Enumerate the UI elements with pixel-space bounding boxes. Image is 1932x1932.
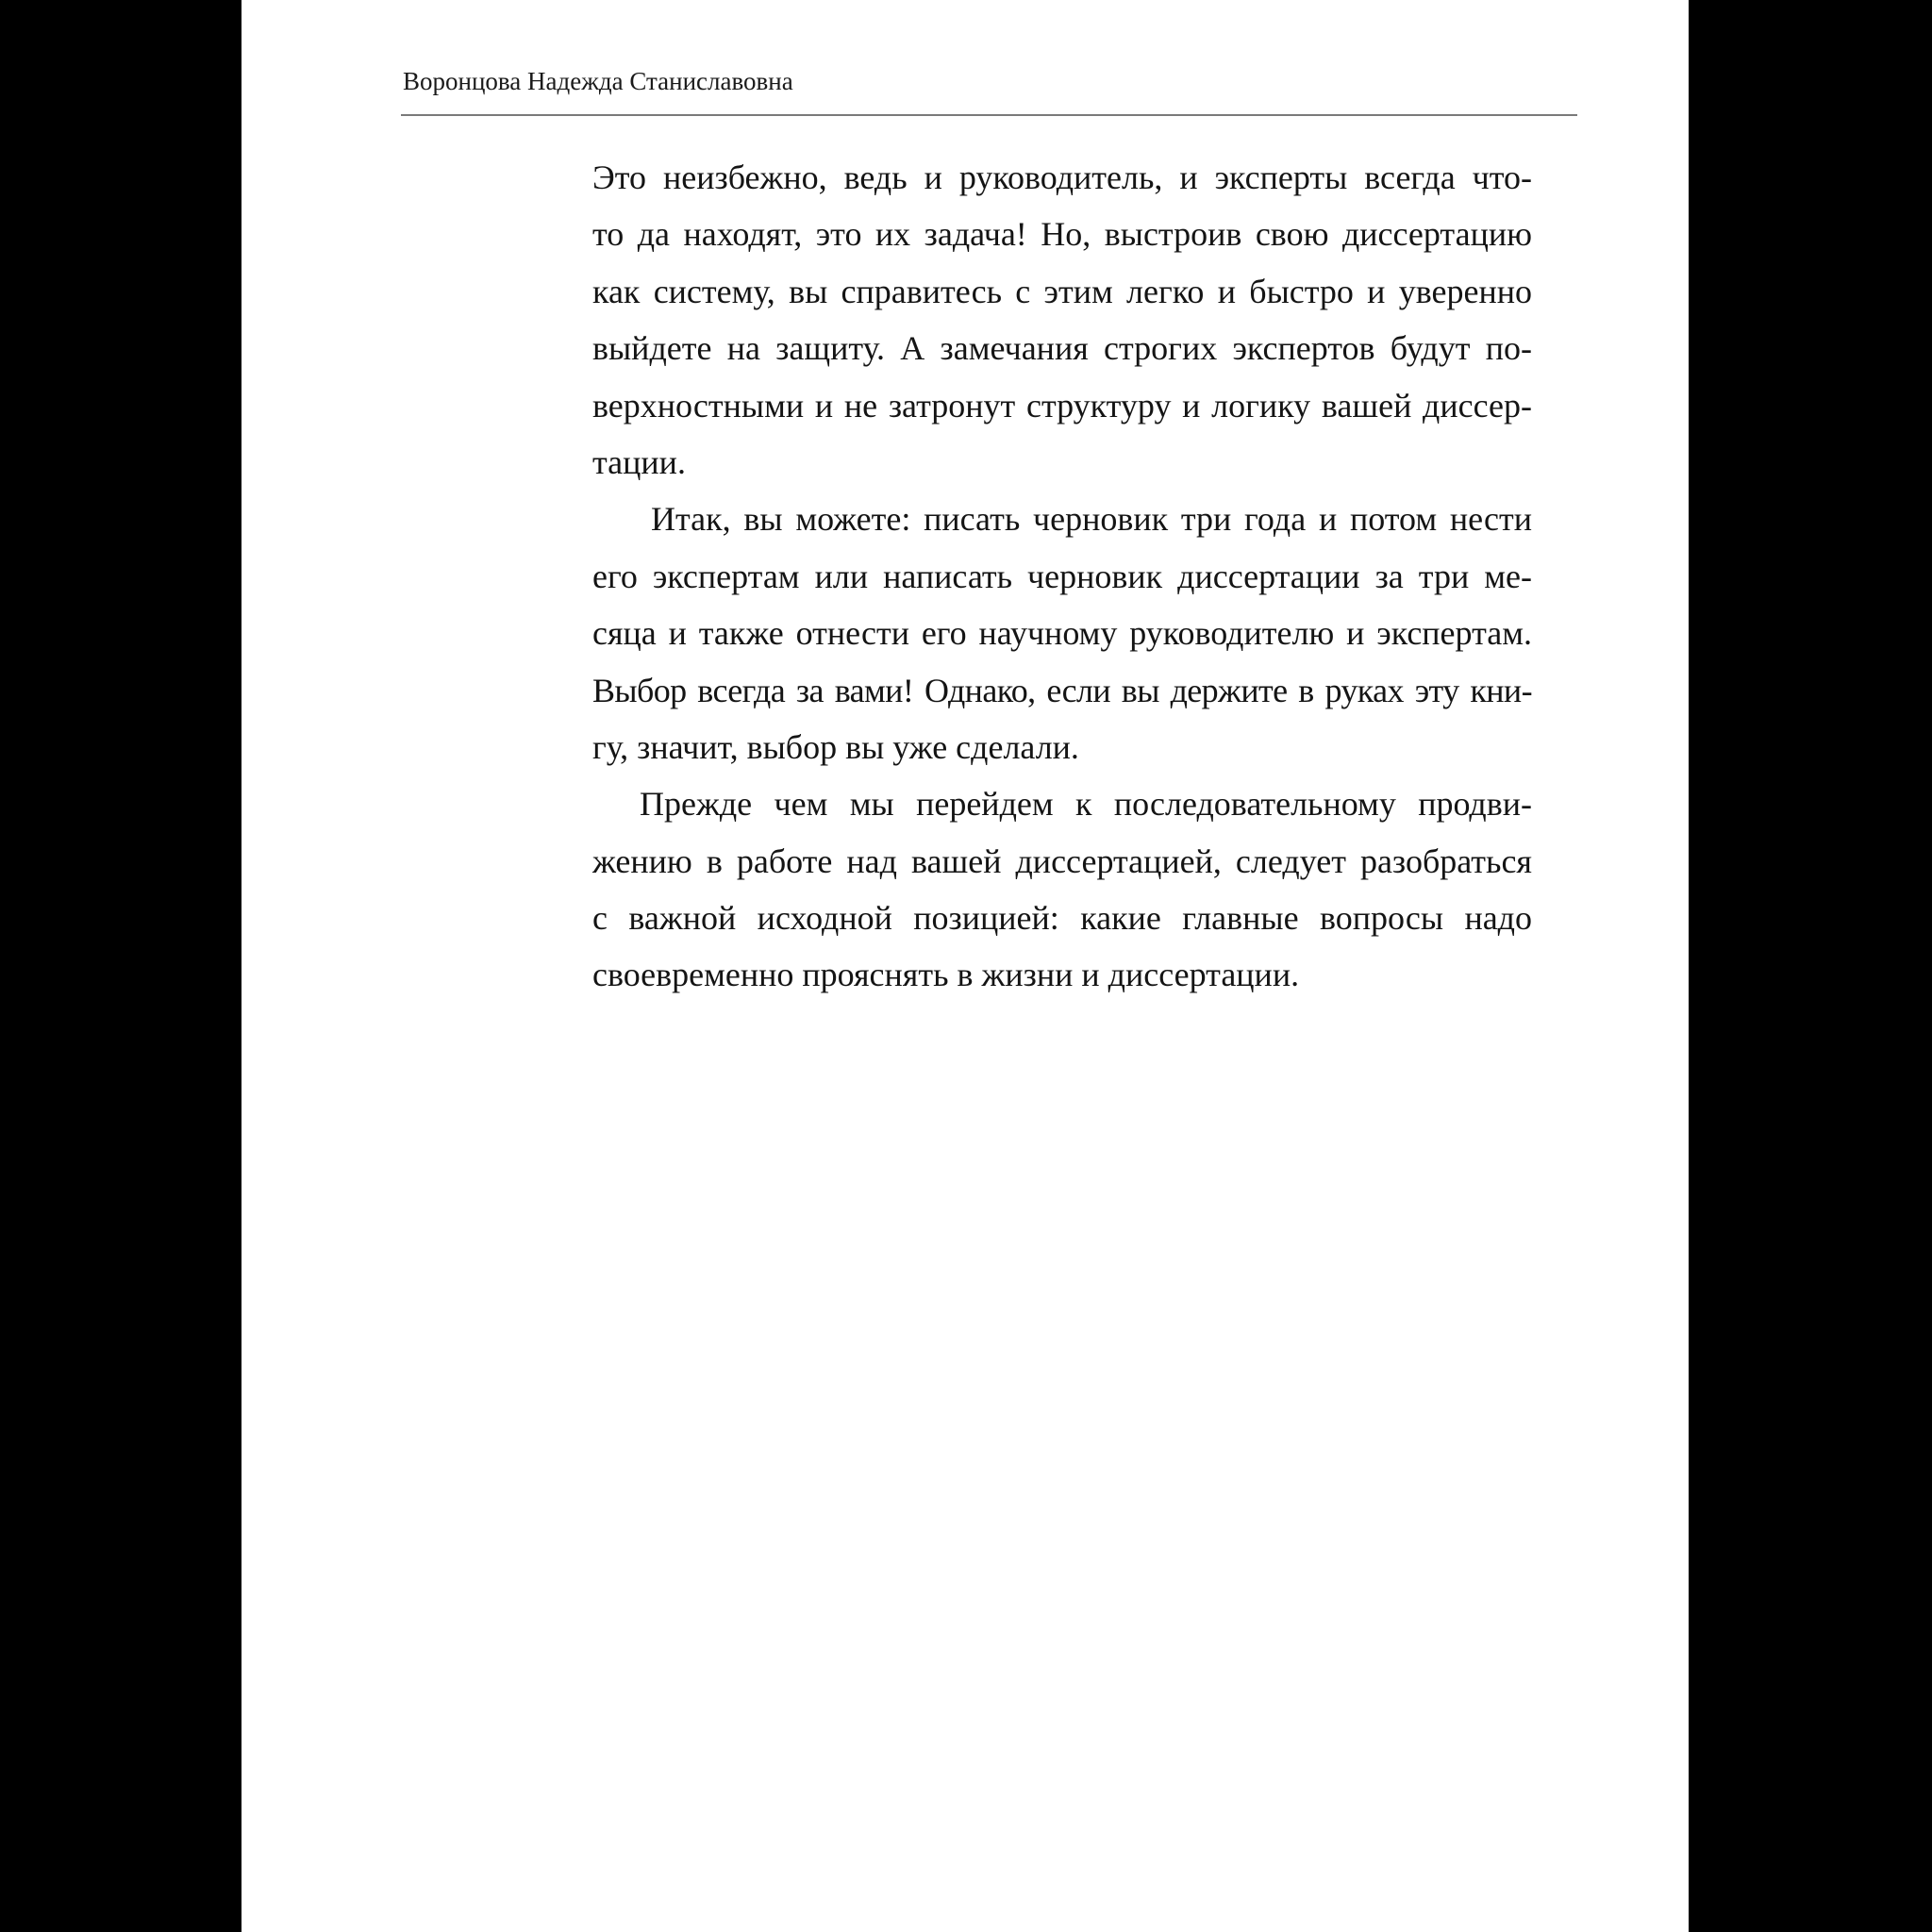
running-header-author: Воронцова Надежда Станиславовна	[403, 67, 793, 95]
book-page	[242, 0, 1689, 1932]
text-line: тации.	[592, 442, 686, 481]
paragraph-3	[592, 775, 1532, 1004]
text-line: Прежде чем мы перейдем к последовательному продви-	[640, 785, 1532, 824]
header-rule	[401, 114, 1577, 116]
text-line: выйдете на защиту. А замечания строгих экспертов будут по-	[592, 329, 1532, 368]
paragraph-1	[592, 149, 1532, 491]
text-line: жению в работе над вашей диссертацией, следует разобраться	[592, 841, 1532, 880]
text-line: Итак, вы можете: писать черновик три года и потом нести	[651, 500, 1532, 539]
body-text	[592, 149, 1532, 1004]
text-line: то да находят, это их задача! Но, выстроив свою диссертацию	[592, 215, 1532, 254]
text-line: верхностными и не затронут структуру и логику вашей диссер-	[592, 386, 1532, 425]
text-line: сяца и также отнести его научному руководителю и экспертам.	[592, 614, 1532, 653]
text-line: Это неизбежно, ведь и руководитель, и эксперты всегда что-	[592, 158, 1532, 196]
text-line: гу, значит, выбор вы уже сделали.	[592, 727, 1079, 766]
text-line: как систему, вы справитесь с этим легко и быстро и уверенно	[592, 272, 1532, 310]
text-line: своевременно прояснять в жизни и диссертации.	[592, 956, 1300, 994]
text-line: Выбор всегда за вами! Однако, если вы держите в руках эту кни-	[592, 671, 1532, 709]
text-line: с важной исходной позицией: какие главные вопросы надо	[592, 899, 1532, 938]
paragraph-2	[592, 491, 1532, 775]
text-line: его экспертам или написать черновик диссертации за три ме-	[592, 557, 1532, 595]
